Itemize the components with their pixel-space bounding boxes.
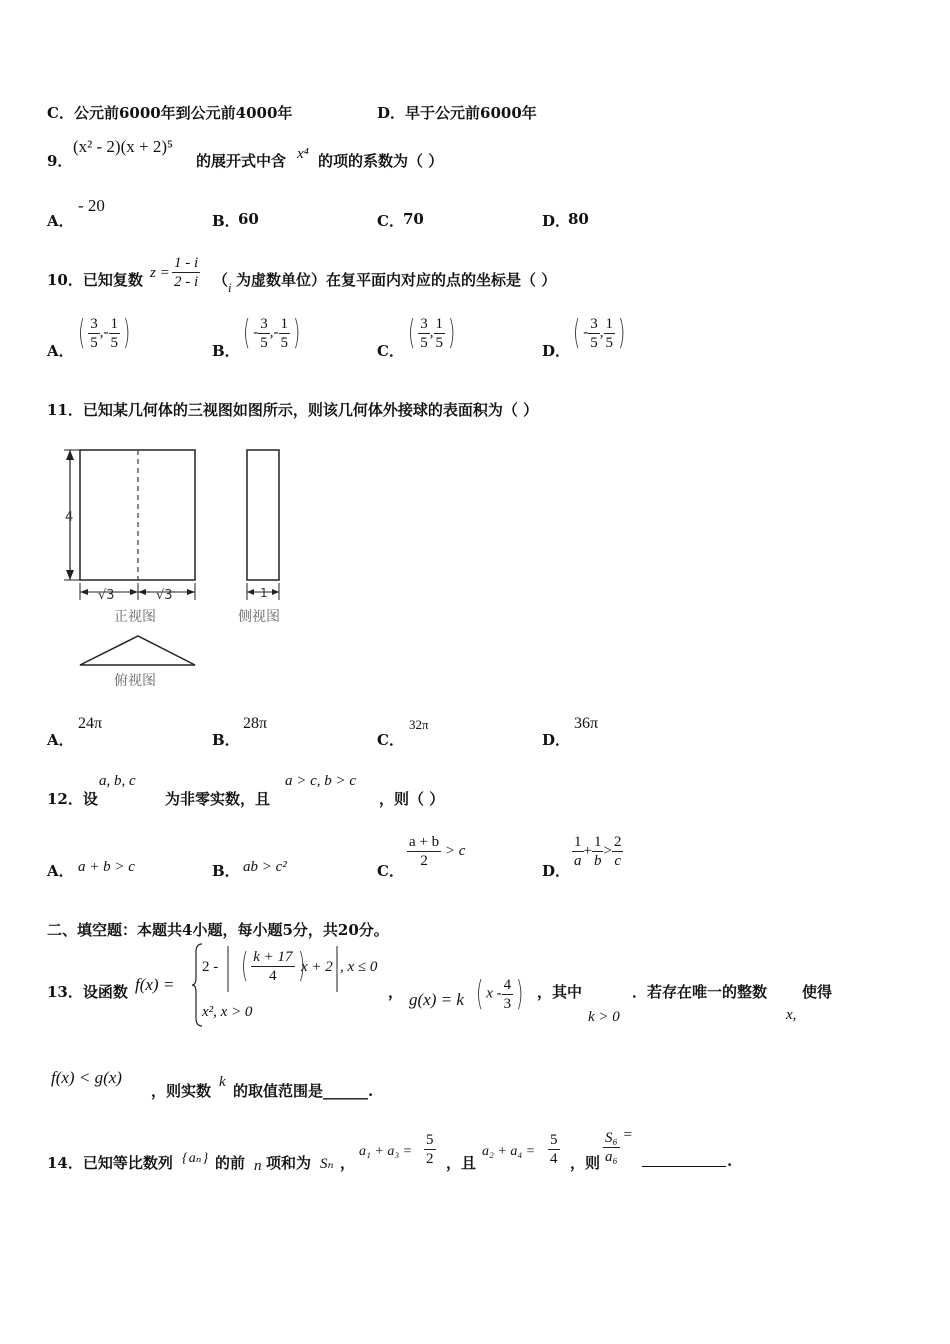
q8-option-c: C．公元前6000年到公元前4000年 bbox=[47, 104, 293, 122]
q12-option-a-label: A． bbox=[47, 862, 74, 880]
q14-t5: ，则 bbox=[570, 1154, 601, 1172]
q13-g-inner: x - bbox=[486, 985, 502, 1002]
q14-ratio-num: S₆ bbox=[605, 1130, 618, 1147]
top-view-triangle bbox=[80, 636, 195, 665]
q14-n-var: n bbox=[254, 1158, 262, 1174]
q13-number: 13．设函数 bbox=[47, 983, 128, 1001]
q14-ratio-den: a₆ bbox=[605, 1149, 618, 1166]
q13-piece1-den: 4 bbox=[269, 967, 277, 984]
q13-line2-end: 的取值范围是______. bbox=[233, 1082, 374, 1100]
q14-ratio bbox=[603, 1127, 632, 1166]
q12-d-fraction: $\frac{1}{a}$ bbox=[574, 834, 582, 869]
q12-d-operator: + bbox=[583, 842, 592, 859]
q10-option-b-value: ( - $\frac{3}{5}$ ,- $\frac{1}{5}$ ) bbox=[242, 313, 301, 353]
q10-stem: 为虚数单位）在复平面内对应的点的坐标是（ ） bbox=[236, 271, 557, 289]
q14-sn: Sₙ bbox=[320, 1156, 334, 1172]
q12-option-d-label: D． bbox=[542, 862, 571, 880]
height-arrow-bottom bbox=[66, 570, 74, 580]
q13-g-lhs: g(x) = k bbox=[409, 990, 464, 1009]
height-arrow-top bbox=[66, 450, 74, 460]
q9-stem-end: 的项的系数为（ ） bbox=[318, 152, 444, 170]
q12-c-denominator: 2 bbox=[420, 853, 428, 869]
q13-k-cond: k > 0 bbox=[588, 1009, 620, 1025]
q14-end: . bbox=[727, 1152, 733, 1170]
q13-piece1-frac bbox=[238, 946, 308, 986]
q9-option-b-value: 60 bbox=[238, 210, 259, 228]
q12-d-fraction: $\frac{2}{c}$ bbox=[613, 834, 622, 869]
q10-i: i bbox=[228, 280, 232, 295]
q12-option-b-value: ab > c² bbox=[243, 859, 287, 875]
q12-option-c-value bbox=[407, 833, 465, 870]
q13-f-lhs: f(x) = bbox=[135, 975, 175, 994]
q14-seq: { aₙ } bbox=[182, 1151, 209, 1166]
q9-option-a-value: - 20 bbox=[78, 196, 105, 215]
q14-eq1-frac bbox=[424, 1131, 436, 1168]
q13-piece2: x², x > 0 bbox=[202, 1004, 253, 1020]
q9-option-c-value: 70 bbox=[403, 210, 424, 228]
q9-stem: 的展开式中含 bbox=[196, 152, 287, 170]
q14-number: 14．已知等比数列 bbox=[47, 1154, 173, 1172]
q12-stem: 为非零实数，且 bbox=[165, 790, 271, 808]
q14-t4: ，且 bbox=[446, 1154, 477, 1172]
q14-eq1-num: 5 bbox=[426, 1132, 434, 1148]
q13-stem-end: 使得 bbox=[802, 983, 833, 1001]
q13-line2-expr: f(x) < g(x) bbox=[51, 1068, 122, 1087]
q10-denominator: 2 - i bbox=[174, 274, 199, 290]
q13-g-num: 4 bbox=[503, 976, 512, 993]
q14-eq: = bbox=[623, 1127, 632, 1143]
q11-option-b-label: B． bbox=[212, 731, 240, 749]
q14-eq1-lhs: a₁ + a₃ = bbox=[359, 1144, 413, 1159]
q11-option-c-label: C． bbox=[377, 731, 404, 749]
q14-eq2-num: 5 bbox=[550, 1132, 558, 1148]
q11-option-d-label: D． bbox=[542, 731, 571, 749]
side-view-rect bbox=[247, 450, 279, 580]
q14-eq2-frac bbox=[548, 1131, 560, 1168]
q14-answer-blank[interactable] bbox=[642, 1152, 726, 1167]
q12-option-c-label: C． bbox=[377, 862, 404, 880]
q14-eq1-den: 2 bbox=[426, 1151, 434, 1167]
side-view-caption: 侧视图 bbox=[238, 609, 280, 625]
q10-z: z = bbox=[150, 265, 170, 281]
q12-condition: a > c, b > c bbox=[285, 773, 357, 789]
q12-d-fraction: $\frac{1}{b}$ bbox=[593, 834, 602, 869]
q10-option-a-label: A． bbox=[47, 342, 74, 360]
q10-option-c-label: C． bbox=[377, 342, 404, 360]
front-view-caption: 正视图 bbox=[114, 609, 156, 625]
q10-option-d-label: D． bbox=[542, 342, 571, 360]
width-label-right: √3 bbox=[156, 588, 173, 603]
q9-number: 9． bbox=[47, 152, 73, 170]
three-view-figure bbox=[50, 440, 310, 695]
q13-g-den: 3 bbox=[503, 995, 512, 1012]
q10-fraction bbox=[172, 254, 200, 291]
q11-option-c-value: 32π bbox=[409, 717, 429, 732]
q11-option-a-value: 24π bbox=[78, 715, 103, 732]
q13-x-var: x, bbox=[786, 1007, 797, 1023]
width-label-left: √3 bbox=[98, 588, 115, 603]
q13-paren-left: ( bbox=[240, 946, 249, 986]
q10-option-c-value: ( $\frac{3}{5}$ , $\frac{1}{5}$ ) bbox=[407, 313, 456, 353]
q9-option-b-label: B． bbox=[212, 212, 240, 230]
q9-term: x⁴ bbox=[297, 146, 309, 162]
q8-option-d: D．早于公元前6000年 bbox=[377, 104, 537, 122]
height-label: 4 bbox=[65, 510, 74, 525]
q12-c-numerator: a + b bbox=[409, 834, 440, 850]
q12-option-b-label: B． bbox=[212, 862, 240, 880]
section2-title: 二、填空题：本题共4小题，每小题5分，共20分。 bbox=[47, 921, 389, 939]
q12-option-a-value: a + b > c bbox=[78, 859, 135, 875]
q14-t1: 的前 bbox=[215, 1154, 246, 1172]
q11-option-d-value: 36π bbox=[574, 715, 599, 732]
q13-piece1-num: k + 17 bbox=[253, 948, 293, 965]
q10-option-b-label: B． bbox=[212, 342, 240, 360]
q11-stem: 11．已知某几何体的三视图如图所示，则该几何体外接球的表面积为（ ） bbox=[47, 401, 539, 419]
q13-piece1-pre: 2 - bbox=[202, 959, 219, 975]
q13-line2-text: ，则实数 bbox=[151, 1082, 212, 1100]
side-width-label: 1 bbox=[260, 586, 268, 600]
q13-k-var: k bbox=[219, 1074, 226, 1090]
q12-c-rest: > c bbox=[444, 842, 466, 859]
q12-stem-end: ，则（ ） bbox=[379, 790, 445, 808]
q12-number: 12．设 bbox=[47, 790, 98, 808]
q11-option-a-label: A． bbox=[47, 731, 74, 749]
q9-expression: (x² - 2)(x + 2)⁵ bbox=[73, 137, 173, 156]
q12-vars: a, b, c bbox=[99, 773, 136, 789]
q12-d-operator: > bbox=[603, 842, 612, 859]
q14-t3: ， bbox=[340, 1154, 356, 1172]
q14-eq2-lhs: a₂ + a₄ = bbox=[482, 1144, 536, 1159]
q14-t2: 项和为 bbox=[266, 1154, 312, 1172]
q10-number: 10．已知复数 bbox=[47, 271, 143, 289]
q10-numerator: 1 - i bbox=[174, 255, 199, 271]
q13-comma: ， bbox=[388, 983, 404, 1001]
q9-option-a-label: A． bbox=[47, 212, 74, 230]
q12-option-d-value bbox=[572, 833, 623, 870]
q13-piece1-cond: , x ≤ 0 bbox=[340, 959, 378, 975]
q9-option-c-label: C． bbox=[377, 212, 404, 230]
q9-option-d-value: 80 bbox=[568, 210, 589, 228]
q14-seq-text: aₙ bbox=[188, 1151, 202, 1166]
q13-stem-mid: ，其中 bbox=[537, 983, 583, 1001]
q13-g-paren bbox=[473, 974, 526, 1014]
q14-eq2-den: 4 bbox=[550, 1151, 558, 1167]
top-view-caption: 俯视图 bbox=[114, 673, 156, 689]
q13-paren-right: ) bbox=[297, 946, 305, 986]
q13-piece1-post: x + 2 bbox=[301, 959, 333, 975]
q13-g-paren-right: ) bbox=[516, 974, 524, 1014]
q9-option-d-label: D． bbox=[542, 212, 571, 230]
q10-option-d-value: ( - $\frac{3}{5}$ , $\frac{1}{5}$ ) bbox=[572, 313, 626, 353]
q10-paren: （ bbox=[213, 271, 229, 289]
q13-stem-mid2: ．若存在唯一的整数 bbox=[632, 983, 768, 1001]
q11-option-b-value: 28π bbox=[243, 715, 268, 732]
q10-option-a-value: ( $\frac{3}{5}$ ,- $\frac{1}{5}$ ) bbox=[77, 313, 131, 353]
q13-g-paren-left: ( bbox=[475, 974, 484, 1014]
